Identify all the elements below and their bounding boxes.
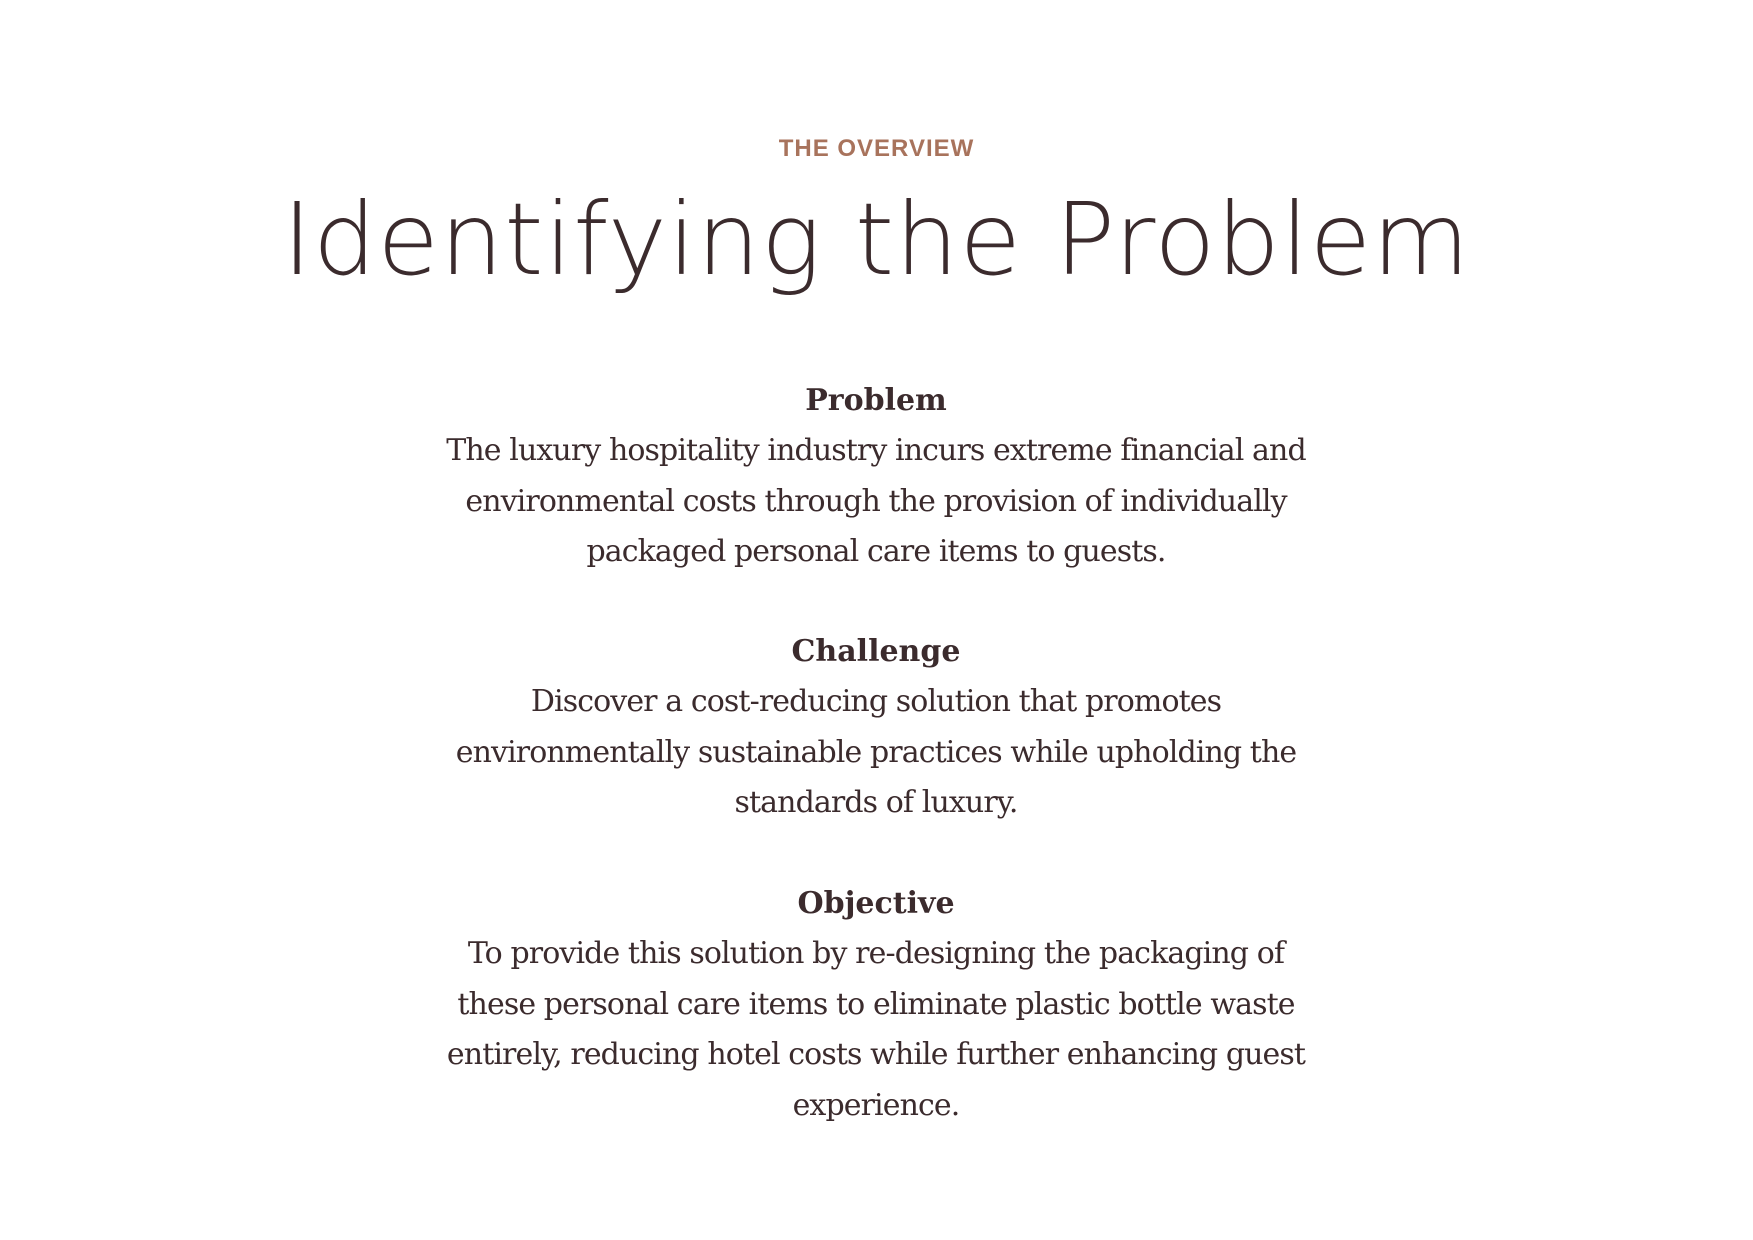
problem-body: The luxury hospitality industry incurs extreme financial and environmental costs through the provision of individually packaged personal care items to guests. [446, 433, 1306, 569]
objective-body: To provide this solution by re-designing the packaging of these personal care items to eliminate plastic bottle waste entirely, reducing hotel costs while further enhancing guest experience. [446, 936, 1306, 1123]
problem-heading: Problem [805, 383, 947, 418]
challenge-body: Discover a cost-reducing solution that promotes environmentally sustainable practices while upholding the standards of luxury. [455, 684, 1297, 820]
objective-heading: Objective [797, 886, 955, 921]
objective-section [426, 879, 1326, 1131]
problem-section [426, 376, 1326, 578]
challenge-heading: Challenge [791, 634, 961, 669]
challenge-section [426, 627, 1326, 829]
section-eyebrow: THE OVERVIEW [778, 135, 975, 162]
page-title: Identifying the Problem [282, 181, 1471, 298]
